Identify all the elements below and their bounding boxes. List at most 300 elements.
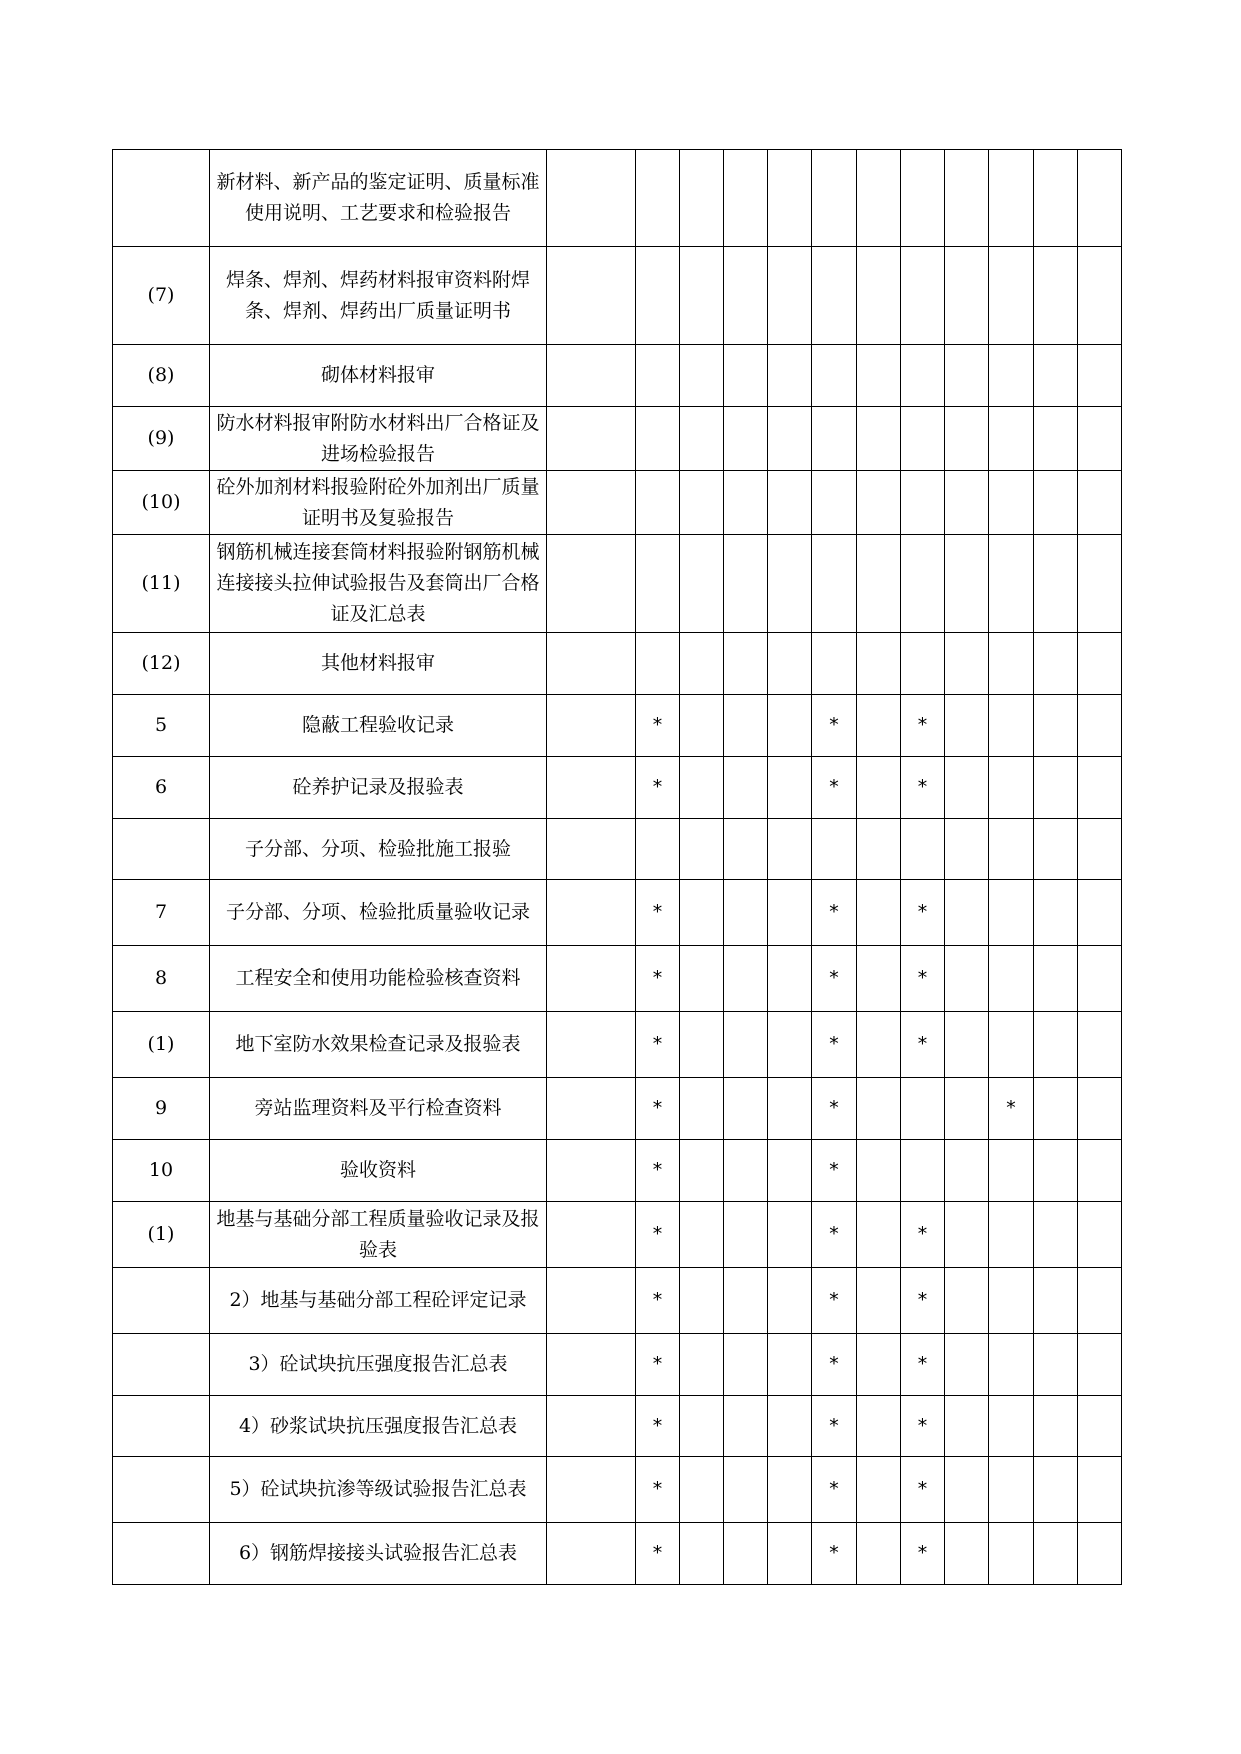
mark-cell: [724, 1396, 768, 1457]
table-row: [113, 345, 1122, 407]
mark-cell: [945, 407, 989, 471]
item-description-cell: 4）砂浆试块抗压强度报告汇总表: [210, 1396, 547, 1457]
row-number-cell: (10): [113, 471, 210, 535]
mark-cell: [857, 1202, 901, 1268]
row-number-cell: 7: [113, 880, 210, 946]
mark-cell: [989, 1457, 1034, 1523]
mark-cell: [1078, 1140, 1122, 1202]
mark-cell: [768, 471, 812, 535]
mark-cell: [989, 1523, 1034, 1585]
row-number-cell: 8: [113, 946, 210, 1012]
mark-cell: [547, 535, 636, 633]
mark-cell: [1078, 471, 1122, 535]
mark-cell: [1034, 471, 1078, 535]
table-row: [113, 880, 1122, 946]
mark-cell: [945, 819, 989, 880]
mark-cell: [680, 150, 724, 247]
mark-cell: *: [636, 880, 680, 946]
mark-cell: [724, 819, 768, 880]
item-description-cell: 地基与基础分部工程质量验收记录及报验表: [210, 1202, 547, 1268]
mark-cell: [724, 345, 768, 407]
mark-cell: [1034, 247, 1078, 345]
mark-cell: [680, 535, 724, 633]
row-number-cell: (12): [113, 633, 210, 695]
mark-cell: [768, 150, 812, 247]
mark-cell: [857, 407, 901, 471]
item-description-cell: 砼养护记录及报验表: [210, 757, 547, 819]
mark-cell: [724, 880, 768, 946]
mark-cell: [768, 695, 812, 757]
mark-cell: [547, 1457, 636, 1523]
mark-cell: [1034, 1396, 1078, 1457]
mark-cell: *: [901, 1202, 945, 1268]
item-description-cell: 地下室防水效果检查记录及报验表: [210, 1012, 547, 1078]
mark-cell: [680, 946, 724, 1012]
mark-cell: [812, 150, 857, 247]
mark-cell: [857, 247, 901, 345]
row-number-cell: (8): [113, 345, 210, 407]
mark-cell: [989, 1202, 1034, 1268]
mark-cell: *: [812, 1268, 857, 1334]
mark-cell: [857, 819, 901, 880]
mark-cell: [901, 1078, 945, 1140]
mark-cell: [768, 535, 812, 633]
mark-cell: [680, 880, 724, 946]
mark-cell: *: [812, 1396, 857, 1457]
mark-cell: [1078, 1012, 1122, 1078]
mark-cell: [547, 1523, 636, 1585]
mark-cell: [901, 345, 945, 407]
row-number-cell: [113, 1523, 210, 1585]
mark-cell: [547, 345, 636, 407]
mark-cell: [989, 247, 1034, 345]
mark-cell: *: [901, 695, 945, 757]
mark-cell: *: [901, 1396, 945, 1457]
mark-cell: *: [812, 880, 857, 946]
mark-cell: *: [636, 1268, 680, 1334]
mark-cell: [945, 1396, 989, 1457]
mark-cell: [812, 247, 857, 345]
mark-cell: [768, 407, 812, 471]
mark-cell: [724, 695, 768, 757]
mark-cell: [857, 1140, 901, 1202]
item-description-cell: 隐蔽工程验收记录: [210, 695, 547, 757]
mark-cell: [1078, 946, 1122, 1012]
material-records-table: [112, 149, 1122, 1585]
mark-cell: [989, 1012, 1034, 1078]
mark-cell: [1078, 407, 1122, 471]
row-number-cell: [113, 1396, 210, 1457]
mark-cell: [812, 535, 857, 633]
row-number-cell: (9): [113, 407, 210, 471]
mark-cell: [547, 247, 636, 345]
row-number-cell: [113, 1334, 210, 1396]
table-row: [113, 1140, 1122, 1202]
mark-cell: [1078, 1457, 1122, 1523]
mark-cell: [989, 880, 1034, 946]
mark-cell: [857, 1523, 901, 1585]
table-row: [113, 695, 1122, 757]
mark-cell: [724, 1268, 768, 1334]
mark-cell: [680, 695, 724, 757]
item-description-cell: 2）地基与基础分部工程砼评定记录: [210, 1268, 547, 1334]
mark-cell: [1078, 1334, 1122, 1396]
mark-cell: [768, 819, 812, 880]
mark-cell: [945, 633, 989, 695]
mark-cell: *: [812, 946, 857, 1012]
mark-cell: [547, 946, 636, 1012]
mark-cell: [1078, 1523, 1122, 1585]
mark-cell: [547, 880, 636, 946]
item-description-cell: 其他材料报审: [210, 633, 547, 695]
mark-cell: [901, 633, 945, 695]
mark-cell: [547, 1078, 636, 1140]
row-number-cell: 9: [113, 1078, 210, 1140]
mark-cell: [989, 345, 1034, 407]
mark-cell: [547, 1012, 636, 1078]
mark-cell: *: [901, 1523, 945, 1585]
mark-cell: [1078, 150, 1122, 247]
mark-cell: [989, 1140, 1034, 1202]
mark-cell: *: [901, 1457, 945, 1523]
item-description-cell: 6）钢筋焊接接头试验报告汇总表: [210, 1523, 547, 1585]
item-description-cell: 焊条、焊剂、焊药材料报审资料附焊条、焊剂、焊药出厂质量证明书: [210, 247, 547, 345]
mark-cell: [724, 757, 768, 819]
mark-cell: [680, 1457, 724, 1523]
mark-cell: [724, 1140, 768, 1202]
mark-cell: [945, 345, 989, 407]
mark-cell: [945, 1457, 989, 1523]
mark-cell: [857, 471, 901, 535]
mark-cell: [857, 695, 901, 757]
row-number-cell: (1): [113, 1202, 210, 1268]
mark-cell: [680, 1140, 724, 1202]
table-row: [113, 633, 1122, 695]
mark-cell: [768, 1140, 812, 1202]
mark-cell: [680, 1334, 724, 1396]
mark-cell: [547, 1140, 636, 1202]
mark-cell: [1034, 150, 1078, 247]
mark-cell: [636, 535, 680, 633]
mark-cell: [1034, 1202, 1078, 1268]
mark-cell: [680, 1012, 724, 1078]
mark-cell: [1034, 695, 1078, 757]
mark-cell: [1034, 1268, 1078, 1334]
mark-cell: [945, 757, 989, 819]
mark-cell: [1078, 1202, 1122, 1268]
row-number-cell: 10: [113, 1140, 210, 1202]
mark-cell: [724, 407, 768, 471]
mark-cell: *: [636, 946, 680, 1012]
mark-cell: [547, 757, 636, 819]
mark-cell: [857, 1396, 901, 1457]
mark-cell: [547, 150, 636, 247]
item-description-cell: 防水材料报审附防水材料出厂合格证及进场检验报告: [210, 407, 547, 471]
row-number-cell: [113, 150, 210, 247]
mark-cell: *: [636, 1078, 680, 1140]
mark-cell: [768, 1012, 812, 1078]
mark-cell: [547, 1202, 636, 1268]
mark-cell: *: [812, 1140, 857, 1202]
mark-cell: [945, 1334, 989, 1396]
mark-cell: [1078, 633, 1122, 695]
mark-cell: [768, 946, 812, 1012]
mark-cell: [768, 1078, 812, 1140]
mark-cell: [636, 407, 680, 471]
mark-cell: [1034, 880, 1078, 946]
table-row: [113, 1396, 1122, 1457]
mark-cell: *: [901, 946, 945, 1012]
mark-cell: *: [812, 1334, 857, 1396]
mark-cell: [945, 695, 989, 757]
mark-cell: [812, 633, 857, 695]
mark-cell: [636, 150, 680, 247]
mark-cell: *: [812, 757, 857, 819]
mark-cell: [989, 633, 1034, 695]
mark-cell: [1034, 407, 1078, 471]
mark-cell: [768, 247, 812, 345]
mark-cell: *: [636, 695, 680, 757]
mark-cell: [636, 345, 680, 407]
item-description-cell: 3）砼试块抗压强度报告汇总表: [210, 1334, 547, 1396]
table-row: [113, 1523, 1122, 1585]
mark-cell: [989, 1396, 1034, 1457]
mark-cell: [901, 535, 945, 633]
mark-cell: [901, 247, 945, 345]
mark-cell: [857, 150, 901, 247]
row-number-cell: [113, 819, 210, 880]
mark-cell: *: [636, 1523, 680, 1585]
table-row: [113, 407, 1122, 471]
mark-cell: [989, 150, 1034, 247]
mark-cell: [768, 1523, 812, 1585]
mark-cell: [1078, 1268, 1122, 1334]
mark-cell: [1078, 345, 1122, 407]
mark-cell: *: [636, 1012, 680, 1078]
mark-cell: *: [636, 1334, 680, 1396]
mark-cell: *: [812, 1202, 857, 1268]
item-description-cell: 新材料、新产品的鉴定证明、质量标准使用说明、工艺要求和检验报告: [210, 150, 547, 247]
mark-cell: [547, 1396, 636, 1457]
mark-cell: [945, 1202, 989, 1268]
mark-cell: [680, 1202, 724, 1268]
mark-cell: [547, 819, 636, 880]
mark-cell: [857, 1012, 901, 1078]
mark-cell: [680, 757, 724, 819]
mark-cell: *: [989, 1078, 1034, 1140]
mark-cell: [989, 1268, 1034, 1334]
mark-cell: [1034, 1140, 1078, 1202]
mark-cell: [1078, 757, 1122, 819]
mark-cell: [768, 757, 812, 819]
mark-cell: [945, 150, 989, 247]
mark-cell: [857, 1334, 901, 1396]
row-number-cell: 5: [113, 695, 210, 757]
mark-cell: [989, 757, 1034, 819]
mark-cell: [636, 247, 680, 345]
mark-cell: [945, 880, 989, 946]
mark-cell: [989, 819, 1034, 880]
mark-cell: [636, 819, 680, 880]
mark-cell: [680, 345, 724, 407]
mark-cell: *: [901, 757, 945, 819]
item-description-cell: 5）砼试块抗渗等级试验报告汇总表: [210, 1457, 547, 1523]
mark-cell: *: [636, 1140, 680, 1202]
mark-cell: [636, 633, 680, 695]
mark-cell: *: [812, 695, 857, 757]
mark-cell: [768, 1457, 812, 1523]
mark-cell: *: [636, 1396, 680, 1457]
mark-cell: [680, 1523, 724, 1585]
mark-cell: [901, 471, 945, 535]
row-number-cell: (7): [113, 247, 210, 345]
mark-cell: [768, 1396, 812, 1457]
mark-cell: [857, 757, 901, 819]
row-number-cell: 6: [113, 757, 210, 819]
mark-cell: [1034, 633, 1078, 695]
table-row: [113, 471, 1122, 535]
mark-cell: [945, 1268, 989, 1334]
table-row: [113, 1078, 1122, 1140]
mark-cell: *: [812, 1012, 857, 1078]
mark-cell: [989, 946, 1034, 1012]
mark-cell: [547, 695, 636, 757]
mark-cell: [680, 471, 724, 535]
mark-cell: [724, 1457, 768, 1523]
mark-cell: [945, 1523, 989, 1585]
mark-cell: [1078, 1078, 1122, 1140]
item-description-cell: 旁站监理资料及平行检查资料: [210, 1078, 547, 1140]
mark-cell: [1034, 819, 1078, 880]
mark-cell: [901, 819, 945, 880]
mark-cell: [680, 633, 724, 695]
item-description-cell: 验收资料: [210, 1140, 547, 1202]
mark-cell: [724, 633, 768, 695]
mark-cell: [812, 407, 857, 471]
mark-cell: [768, 345, 812, 407]
mark-cell: [1034, 1078, 1078, 1140]
mark-cell: [1078, 1396, 1122, 1457]
mark-cell: [812, 345, 857, 407]
mark-cell: [857, 946, 901, 1012]
mark-cell: *: [812, 1078, 857, 1140]
mark-cell: [547, 633, 636, 695]
mark-cell: [1034, 1012, 1078, 1078]
mark-cell: [547, 471, 636, 535]
table-row: [113, 535, 1122, 633]
mark-cell: [857, 535, 901, 633]
mark-cell: *: [901, 1268, 945, 1334]
mark-cell: [857, 1268, 901, 1334]
mark-cell: [724, 1334, 768, 1396]
mark-cell: [945, 247, 989, 345]
table-row: [113, 757, 1122, 819]
mark-cell: [547, 407, 636, 471]
mark-cell: [1034, 1457, 1078, 1523]
mark-cell: [989, 407, 1034, 471]
mark-cell: [724, 247, 768, 345]
mark-cell: [989, 535, 1034, 633]
mark-cell: [1078, 880, 1122, 946]
mark-cell: [1034, 1523, 1078, 1585]
mark-cell: [680, 247, 724, 345]
mark-cell: *: [901, 1012, 945, 1078]
mark-cell: [724, 946, 768, 1012]
item-description-cell: 砌体材料报审: [210, 345, 547, 407]
mark-cell: [636, 471, 680, 535]
mark-cell: [945, 471, 989, 535]
mark-cell: [857, 880, 901, 946]
table-row: [113, 819, 1122, 880]
table-row: [113, 1268, 1122, 1334]
mark-cell: [1078, 535, 1122, 633]
mark-cell: [857, 345, 901, 407]
mark-cell: [680, 819, 724, 880]
item-description-cell: 工程安全和使用功能检验核查资料: [210, 946, 547, 1012]
mark-cell: [945, 946, 989, 1012]
mark-cell: [989, 1334, 1034, 1396]
mark-cell: [1078, 695, 1122, 757]
mark-cell: [945, 535, 989, 633]
mark-cell: *: [636, 1202, 680, 1268]
mark-cell: [768, 1202, 812, 1268]
mark-cell: *: [812, 1523, 857, 1585]
mark-cell: [1078, 819, 1122, 880]
item-description-cell: 子分部、分项、检验批施工报验: [210, 819, 547, 880]
mark-cell: [724, 1012, 768, 1078]
mark-cell: [724, 1202, 768, 1268]
row-number-cell: [113, 1268, 210, 1334]
mark-cell: [724, 1523, 768, 1585]
mark-cell: [768, 1334, 812, 1396]
mark-cell: [989, 695, 1034, 757]
table-row: [113, 1012, 1122, 1078]
table-row: [113, 1202, 1122, 1268]
item-description-cell: 钢筋机械连接套筒材料报验附钢筋机械连接接头拉伸试验报告及套筒出厂合格证及汇总表: [210, 535, 547, 633]
mark-cell: *: [812, 1457, 857, 1523]
row-number-cell: (1): [113, 1012, 210, 1078]
mark-cell: [945, 1140, 989, 1202]
table-row: [113, 150, 1122, 247]
mark-cell: [724, 1078, 768, 1140]
mark-cell: [724, 150, 768, 247]
mark-cell: [945, 1012, 989, 1078]
item-description-cell: 子分部、分项、检验批质量验收记录: [210, 880, 547, 946]
mark-cell: *: [636, 1457, 680, 1523]
mark-cell: [812, 471, 857, 535]
mark-cell: [547, 1268, 636, 1334]
mark-cell: [945, 1078, 989, 1140]
mark-cell: [989, 471, 1034, 535]
table-row: [113, 1457, 1122, 1523]
mark-cell: [1034, 757, 1078, 819]
mark-cell: [1034, 535, 1078, 633]
mark-cell: *: [901, 880, 945, 946]
mark-cell: *: [636, 757, 680, 819]
mark-cell: [901, 407, 945, 471]
table-row: [113, 1334, 1122, 1396]
mark-cell: [680, 1268, 724, 1334]
mark-cell: [724, 535, 768, 633]
mark-cell: [768, 633, 812, 695]
mark-cell: [680, 407, 724, 471]
mark-cell: [768, 880, 812, 946]
mark-cell: [1078, 247, 1122, 345]
mark-cell: [1034, 1334, 1078, 1396]
item-description-cell: 砼外加剂材料报验附砼外加剂出厂质量证明书及复验报告: [210, 471, 547, 535]
mark-cell: [901, 150, 945, 247]
mark-cell: [1034, 345, 1078, 407]
